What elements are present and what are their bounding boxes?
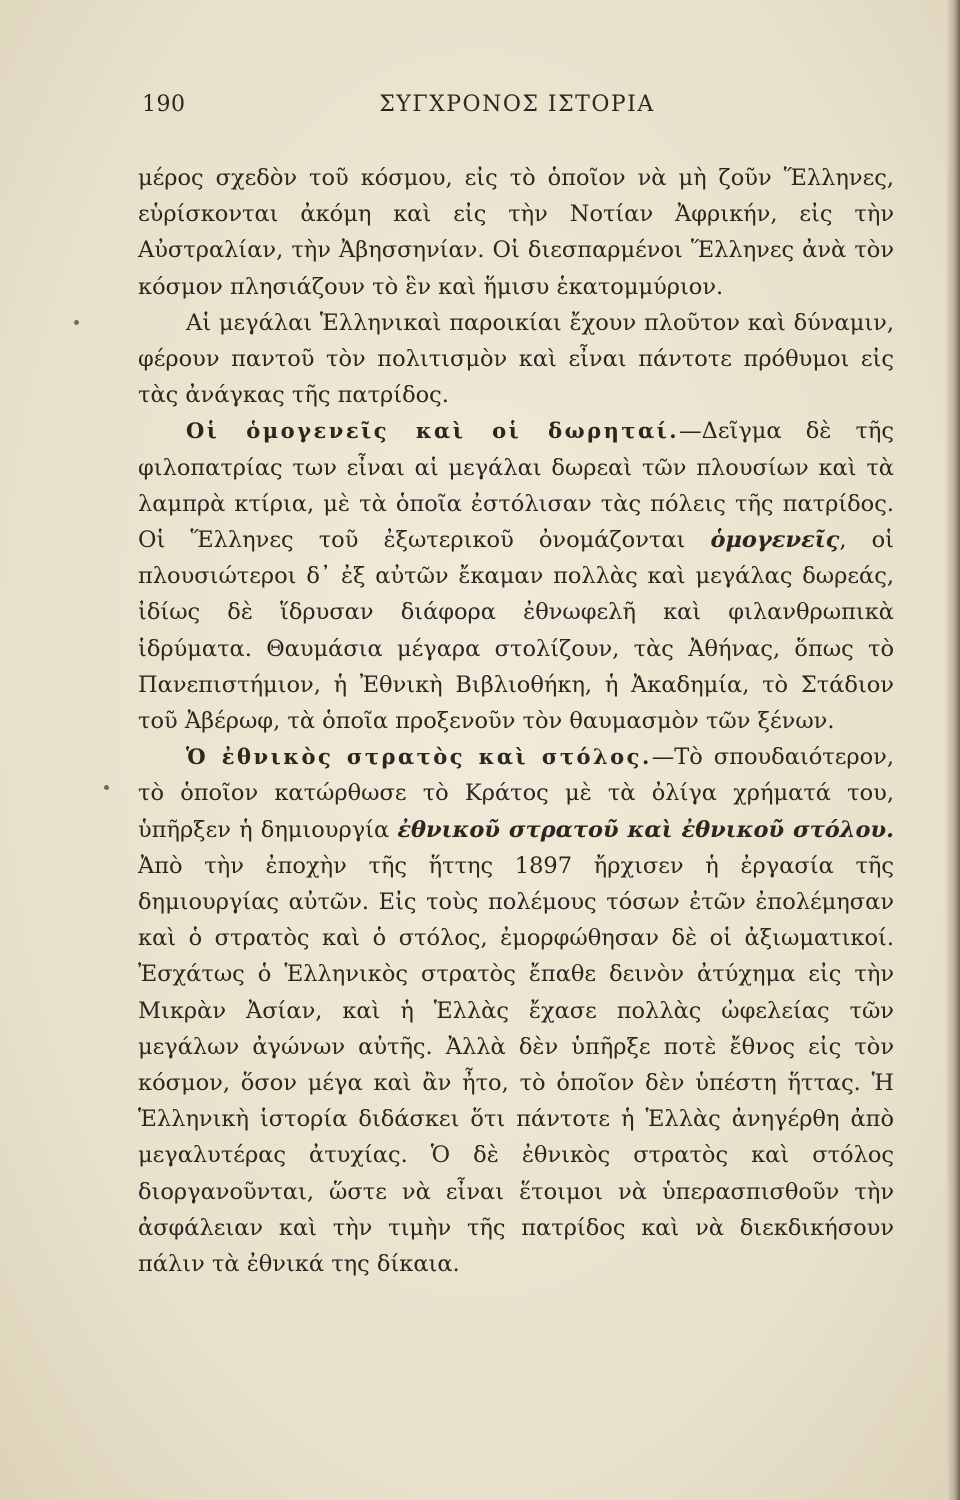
paragraph-4-text-a: —Τὸ σπουδαιότερον, τὸ ὁποῖον κατώρθωσε τὸ Κράτος μὲ τὰ ὀλίγα χρήματά του, ὑπῆρξεν ἡ δημιουργία <box>138 744 894 843</box>
section-heading-donors: Οἱ ὁμογενεῖς καὶ οἱ δωρηταί. <box>186 418 680 444</box>
paragraph-3 <box>138 413 894 739</box>
section-heading-army-navy: Ὁ ἐθνικὸς στρατὸς καὶ στόλος. <box>186 744 652 770</box>
margin-speck <box>74 320 79 325</box>
paragraph-1: μέρος σχεδὸν τοῦ κόσμου, εἰς τὸ ὁποῖον νὰ μὴ ζοῦν Ἕλληνες, εὑρίσκονται ἀκόμη καὶ εἰς τὴν Νοτίαν Ἀφρικήν, εἰς τὴν Αὐστραλίαν, τὴν Ἀβησσηνίαν. Οἱ διεσπαρμένοι Ἕλληνες ἀνὰ τὸν κόσμον πλησιάζουν τὸ ἓν καὶ ἥμισυ ἑκατομμύριον. <box>138 165 894 300</box>
body-text <box>138 160 894 1282</box>
running-title: ΣΥΓΧΡΟΝΟΣ ΙΣΤΟΡΙΑ <box>379 92 655 117</box>
term-homogeneis: ὁμογενεῖς <box>710 527 840 554</box>
page-header <box>142 92 892 122</box>
term-army-navy: ἐθνικοῦ στρατοῦ καὶ ἐθνικοῦ στόλου. <box>397 816 894 843</box>
page-edge <box>946 0 960 1500</box>
paragraph-3-text-a: —Δεῖγμα δὲ τῆς φιλοπατρίας των εἶναι αἱ μεγάλαι δωρεαὶ τῶν πλουσίων καὶ τὰ λαμπρὰ κτίρια, μὲ τὰ ὁποῖα ἐστόλισαν τὰς πόλεις τῆς πατρίδος. Οἱ Ἕλληνες τοῦ ἐξωτερικοῦ ὀνομάζονται <box>138 418 894 554</box>
paragraph-2: Αἱ μεγάλαι Ἑλληνικαὶ παροικίαι ἔχουν πλοῦτον καὶ δύναμιν, φέρουν παντοῦ τὸν πολιτισμὸν καὶ εἶναι πάντοτε πρόθυμοι εἰς τὰς ἀνάγκας τῆς πατρίδος. <box>138 309 894 409</box>
paragraph-4-text-b: Ἀπὸ τὴν ἐποχὴν τῆς ἥττης 1897 ἤρχισεν ἡ ἐργασία τῆς δημιουργίας αὐτῶν. Εἰς τοὺς πολέμους τόσων ἐτῶν ἐπολέμησαν καὶ ὁ στρατὸς καὶ ὁ στόλος, ἐμορφώθησαν δὲ οἱ ἀξιωματικοί. Ἐσχάτως ὁ Ἑλληνικὸς στρατὸς ἔπαθε δεινὸν ἀτύχημα εἰς τὴν Μικρὰν Ἀσίαν, καὶ ἡ Ἑλλὰς ἔχασε πολλὰς ὠφελείας τῶν μεγάλων ἀγώνων αὐτῆς. Ἀλλὰ δὲν ὑπῆρξε ποτὲ ἔθνος εἰς τὸν κόσμον, ὅσον μέγα καὶ ἂν ἦτο, τὸ ὁποῖον δὲν ὑπέστη ἥττας. Ἡ Ἑλληνικὴ ἱστορία διδάσκει ὅτι πάντοτε ἡ Ἑλλὰς ἀνηγέρθη ἀπὸ μεγαλυτέρας ἀτυχίας. Ὁ δὲ ἐθνικὸς στρατὸς καὶ στόλος διοργανοῦνται, ὥστε νὰ εἶναι ἕτοιμοι νὰ ὑπερασπισθοῦν τὴν ἀσφάλειαν καὶ τὴν τιμὴν τῆς πατρίδος καὶ νὰ διεκδικήσουν πάλιν τὰ ἐθνικά της δίκαια. <box>138 852 894 1278</box>
paragraph-4 <box>138 739 894 1282</box>
margin-speck <box>104 785 109 790</box>
page-number: 190 <box>142 92 186 117</box>
paragraph-3-text-b: , οἱ πλουσιώτεροι δ᾽ ἐξ αὐτῶν ἔκαμαν πολλὰς καὶ μεγάλας δωρεάς, ἰδίως δὲ ἵδρυσαν διάφορα ἐθνωφελῆ καὶ φιλανθρωπικὰ ἱδρύματα. Θαυμάσια μέγαρα στολίζουν, τὰς Ἀθήνας, ὅπως τὸ Πανεπιστήμιον, ἡ Ἐθνικὴ Βιβλιοθήκη, ἡ Ἀκαδημία, τὸ Στάδιον τοῦ Ἀβέρωφ, τὰ ὁποῖα προξενοῦν τὸν θαυμασμὸν τῶν ξένων. <box>138 527 894 735</box>
